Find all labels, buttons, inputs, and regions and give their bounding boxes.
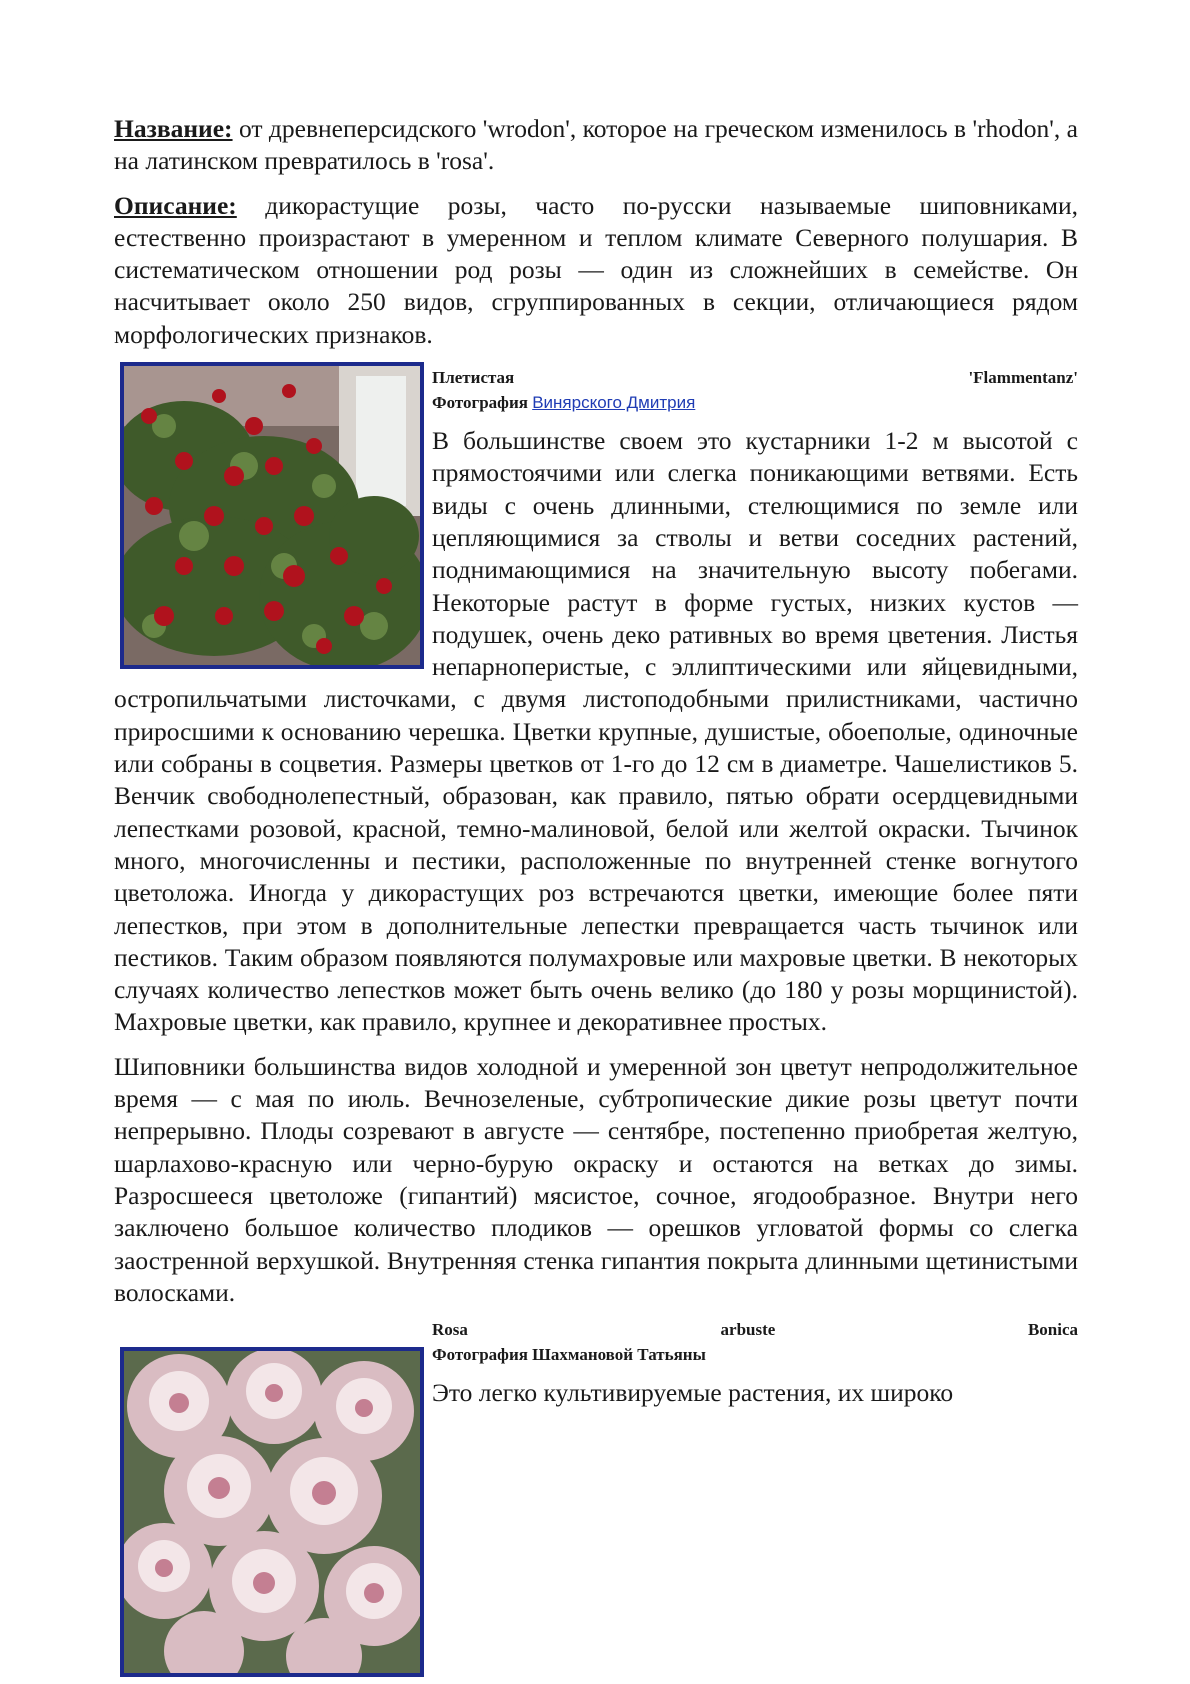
pink-bonica-rose-photo — [120, 1347, 424, 1677]
photographer-link[interactable]: Винярского Дмитрия — [532, 393, 696, 413]
flowering-paragraph: Шиповники большинства видов холодной и умеренной зон цветут непродолжительное время — с мая по июль. Вечнозеленые, субтропические дикие розы цветут почти непрерывно. Плоды созревают в августе — сентябре, постепенно приобретая желтую, шарлахово-красную или черно-бурую окраску и остаются на ветках до зимы. Разросшееся цветоложе (гипантий) мясистое, сочное, ягодообразное. Внутри него заключено большое количество плодиков — орешков угловатой формы со слегка заостренной верхушкой. Внутренняя стенка гипантия покрыта длинными щетинистыми волосками. — [114, 1051, 1078, 1307]
caption1-right: 'Flammentanz' — [968, 368, 1078, 388]
caption1-left: Плетистая — [432, 368, 515, 388]
caption2-word-1: Rosa — [432, 1320, 468, 1340]
name-paragraph — [114, 113, 1078, 178]
red-climbing-rose-photo — [120, 362, 424, 669]
name-text: от древнеперсидского 'wrodon', которое на греческом изменилось в 'rhodon', а на латинском превратилось в 'rosa'. — [114, 114, 1078, 176]
document-page — [114, 113, 1078, 1677]
caption2-word-3: Bonica — [1027, 1320, 1078, 1340]
cultivation-paragraph: Это легко культивируемые растения, их широко — [432, 1378, 954, 1408]
figure-flammentanz — [114, 362, 432, 676]
caption2-credit: Фотография Шахмановой Татьяны — [432, 1345, 706, 1365]
description-label: Описание: — [114, 190, 237, 220]
caption2-word-2: arbuste — [720, 1320, 776, 1340]
morphology-paragraph: В большинстве своем это кустарники 1-2 м высотой с прямостоячими или слегка поникающими ветвями. Есть виды с очень длинными, стелющимися по земле или цепляющимися за стволы и ветви соседних растений, поднимающимися на значительную высоту побегами. Некоторые растут в форме густых, низких кустов — подушек, очень деко ративных во время цветения. Листья непарноперистые, с эллиптическими или яйцевидными, остропильчатыми листочками, с двумя листоподобными прилистниками, частично приросшими к основанию черешка. Цветки крупные, душистые, обоеполые, одиночные или собраны в соцветия. Размеры цветков от 1-го до 12 см в диаметре. Чашелистиков 5. Венчик свободнолепестный, образован, как правило, пятью обрати осердцевидными лепестками розовой, красной, темно-малиновой, белой или желтой окраски. Тычинок много, многочисленны и пестики, расположенные по внутренней стенке вогнутого цветоложа. Иногда у дикорастущих роз встречаются цветки, имеющие более пяти лепестков, при этом в дополнительные лепестки превращается часть тычинок или пестиков. Таким образом появляются полумахровые или махровые цветки. В некоторых случаях количество лепестков может быть очень велико (до 180 у розы морщинистой). Махровые цветки, как правило, крупнее и декоративнее простых. — [114, 426, 1078, 1037]
figure-bonica — [114, 1347, 432, 1677]
description-text: дикорастущие розы, часто по-русски называемые шиповниками, естественно произрастают в умеренном и теплом климате Северного полушария. В систематическом отношении род розы — один из сложнейших в семействе. Он насчитывает около 250 видов, сгруппированных в секции, отличающиеся рядом морфологических признаков. — [114, 190, 1078, 349]
caption1-credit-prefix: Фотография — [432, 393, 533, 413]
description-paragraph — [114, 190, 1078, 351]
name-label: Название: — [114, 114, 233, 143]
